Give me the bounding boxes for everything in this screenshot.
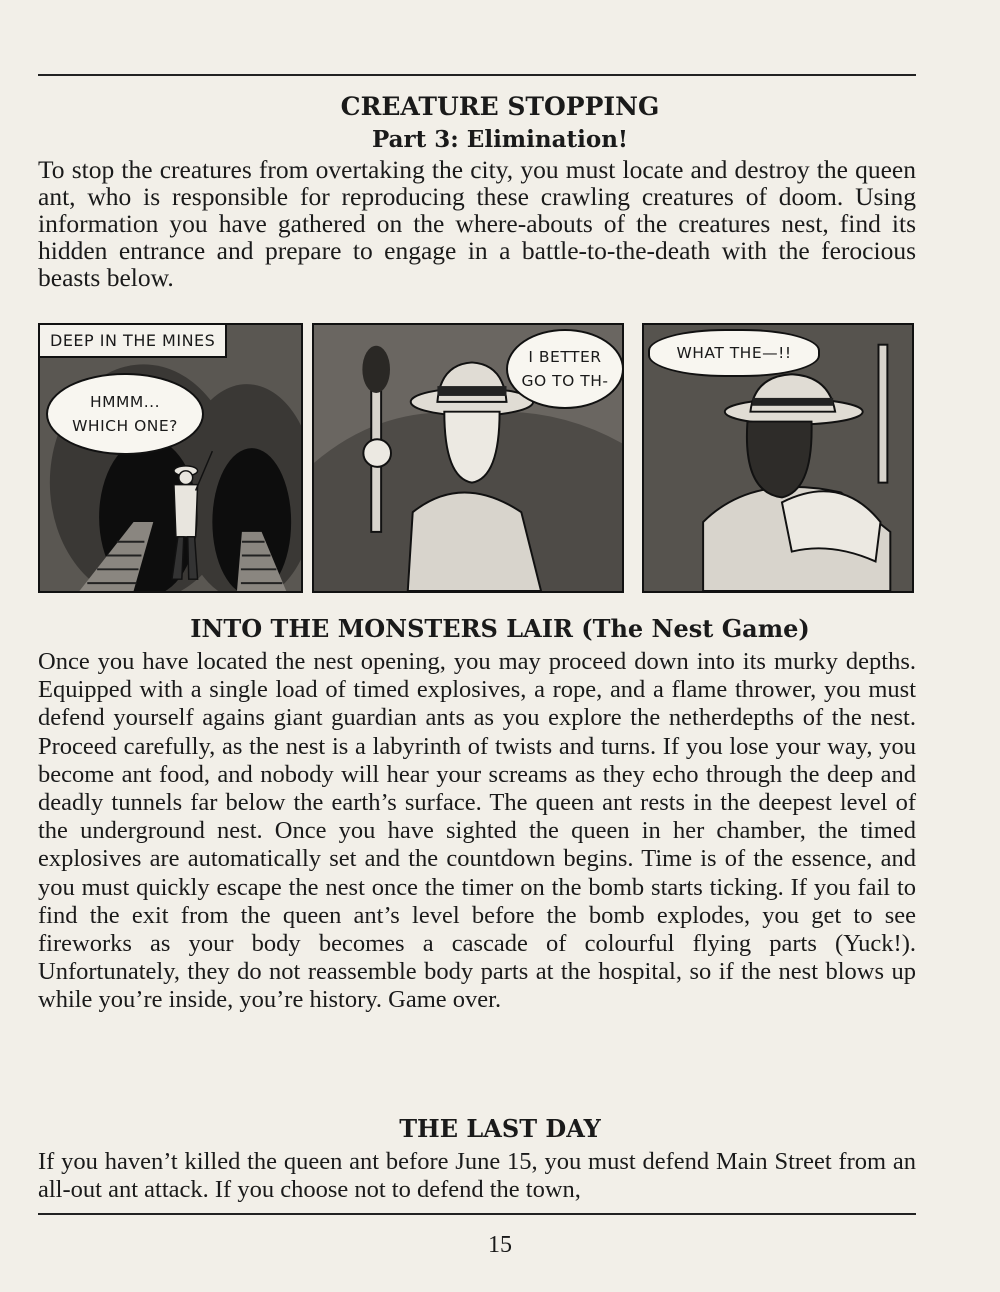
- page-title: CREATURE STOPPING: [340, 92, 660, 121]
- panel-2-bubble-text: [522, 345, 609, 393]
- section-heading-last-day: THE LAST DAY: [399, 1114, 601, 1143]
- panel-1-speech-bubble: [46, 373, 204, 455]
- bottom-rule: [38, 1213, 916, 1215]
- panel-1-bubble-line-2: WHICH ONE?: [72, 417, 178, 435]
- mine-tunnels-illustration: [40, 325, 301, 591]
- last-day-paragraph: If you haven’t killed the queen ant before June 15, you must defend Main Street from an all-out ant attack. If you choose not to defend the town,: [38, 1148, 916, 1203]
- intro-paragraph: To stop the creatures from overtaking the city, you must locate and destroy the queen ant, who is responsible for reproducing these crawling creatures of doom. Using information you have gathered on the where-abouts of the creatures nest, find its hidden entrance and prepare to engage in a battle-to-the-death with the ferocious beasts below.: [38, 155, 916, 292]
- comic-panel-2: [312, 323, 624, 593]
- panel-1-caption: DEEP IN THE MINES: [40, 325, 227, 358]
- panel-3-speech-bubble: WHAT THE—!!: [648, 329, 820, 377]
- page-number: 15: [488, 1232, 512, 1258]
- comic-panel-3: [642, 323, 914, 593]
- panel-2-speech-bubble: [506, 329, 624, 409]
- panel-1-bubble-text: [72, 390, 178, 438]
- top-rule: [38, 74, 916, 76]
- panel-2-bubble-line-2: GO TO TH-: [521, 372, 609, 390]
- panel-1-bubble-line-1: HMMM...: [89, 393, 161, 411]
- comic-panel-1: [38, 323, 303, 593]
- section-heading-monsters-lair: INTO THE MONSTERS LAIR (The Nest Game): [190, 614, 810, 643]
- monsters-lair-paragraph: Once you have located the nest opening, you may proceed down into its murky depths. Equipped with a single load of timed explosives, a rope, and a flame thrower, you must defend yourself agains giant guardian ants as you explore the netherdepths of the nest. Proceed carefully, as the nest is a labyrinth of twists and turns. If you lose your way, you become ant food, and nobody will hear your screams as they echo through the deep and deadly tunnels far below the earth’s surface. The queen ant rests in the deepest level of the underground nest. Once you have sighted the queen in her chamber, the timed explosives are automatically set and the countdown begins. Time is of the essence, and you must quickly escape the nest once the timer on the bomb starts ticking. If you fail to find the exit from the queen ant’s level before the bomb explodes, you get to see fireworks as your body becomes a cascade of colourful flying parts (Yuck!). Unfortunately, they do not reassemble body parts at the hospital, so if the nest blows up while you’re inside, you’re history. Game over.: [38, 648, 916, 1014]
- page-subtitle: Part 3: Elimination!: [371, 126, 629, 153]
- panel-2-bubble-line-1: I BETTER: [528, 348, 602, 366]
